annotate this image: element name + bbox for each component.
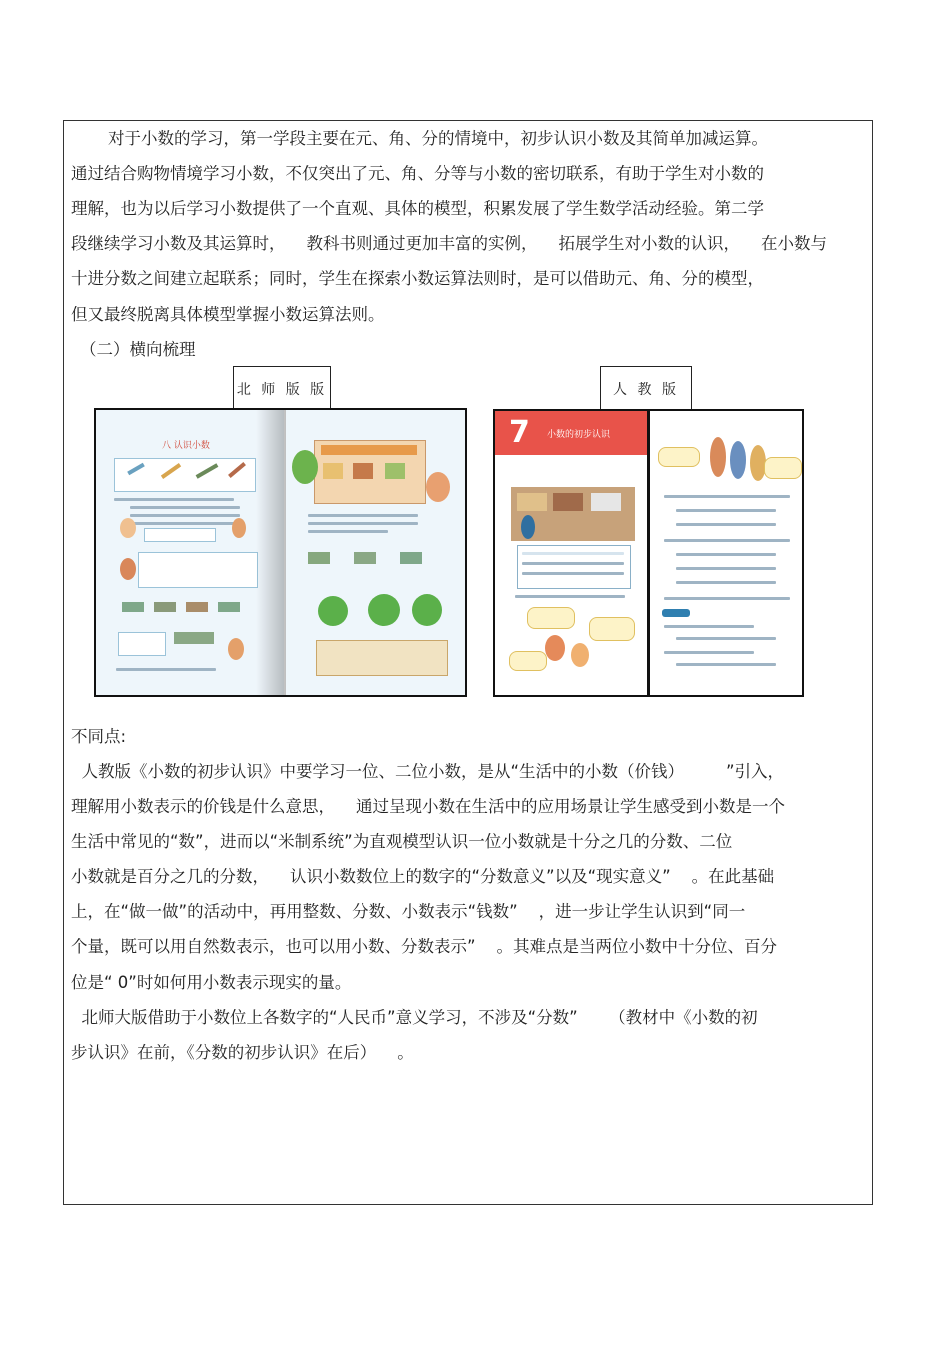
differences-line-3: 生活中常见的“数”，进而以“米制系统”为直观模型认识一位小数就是十分之几的分数、二位 bbox=[71, 832, 733, 851]
rj-price-table bbox=[517, 545, 631, 589]
differences-line-4: 小数就是百分之几的分数， 认识小数数位上的数字的“分数意义”以及“现实意义” 。在此基础 bbox=[71, 867, 775, 886]
differences-line-7: 位是“ 0”时如何用小数表示现实的量。 bbox=[71, 973, 352, 992]
intro-line-3: 理解，也为以后学习小数提供了一个直观、具体的模型，积累发展了学生数学活动经验。第二学 bbox=[71, 199, 764, 218]
rj-chapter-title: 小数的初步认识 bbox=[547, 430, 611, 440]
rj-left-page bbox=[495, 411, 647, 695]
rj-children-illustration bbox=[710, 437, 726, 477]
intro-line-2: 通过结合购物情境学习小数，不仅突出了元、角、分等与小数的密切联系，有助于学生对小数的 bbox=[71, 164, 764, 183]
bsd-pencils-illustration bbox=[114, 458, 256, 492]
rj-shop-illustration bbox=[511, 487, 635, 541]
rj-textbook-spread bbox=[493, 409, 804, 697]
differences-line-2: 理解用小数表示的价钱是什么意思， 通过呈现小数在生活中的应用场景让学生感受到小数是一个 bbox=[71, 797, 785, 816]
differences-line-9: 步认识》在前，《分数的初步认识》在后） 。 bbox=[71, 1043, 414, 1062]
rj-right-page bbox=[650, 411, 804, 695]
bsd-page-title: 八 认识小数 bbox=[162, 441, 210, 451]
section-heading: （二）横向梳理 bbox=[80, 340, 196, 359]
differences-line-8: 北师大版借助于小数位上各数字的“人民币”意义学习，不涉及“分数” （教材中《小数的初 bbox=[71, 1008, 758, 1027]
intro-line-6: 但又最终脱离具体模型掌握小数运算法则。 bbox=[71, 305, 385, 324]
intro-line-5: 十进分数之间建立起联系；同时，学生在探索小数运算法则时，是可以借助元、角、分的模型， bbox=[71, 269, 764, 288]
bsd-spine bbox=[256, 410, 286, 697]
bsd-textbook-spread bbox=[94, 408, 467, 697]
differences-line-5: 上，在“做一做”的活动中，再用整数、分数、小数表示“钱数” ，进一步让学生认识到“同一 bbox=[71, 902, 746, 921]
rj-version-label: 人 教 版 bbox=[600, 366, 692, 410]
differences-line-1: 人教版《小数的初步认识》中要学习一位、二位小数，是从“生活中的小数（价钱） ”引入， bbox=[71, 762, 785, 781]
bsd-child-illustration bbox=[120, 518, 136, 538]
bsd-shop-illustration bbox=[314, 440, 426, 504]
rj-chapter-banner bbox=[495, 411, 647, 455]
bsd-money-row bbox=[122, 602, 252, 614]
bsd-version-label: 北 师 版 版 bbox=[233, 366, 331, 410]
bsd-right-page bbox=[286, 410, 467, 695]
bsd-price-box bbox=[138, 552, 258, 588]
bsd-tree-2 bbox=[368, 594, 400, 626]
bsd-tree-3 bbox=[412, 594, 442, 626]
rj-chapter-number: 7 bbox=[509, 415, 530, 450]
differences-heading: 不同点: bbox=[71, 727, 127, 746]
differences-line-6: 个量，既可以用自然数表示，也可以用小数、分数表示” 。其难点是当两位小数中十分位、百分 bbox=[71, 937, 778, 956]
bsd-scroll-note bbox=[316, 640, 448, 676]
intro-line-1: 对于小数的学习，第一学段主要在元、角、分的情境中，初步认识小数及其简单加减运算。 bbox=[108, 129, 768, 148]
bsd-tree-1 bbox=[318, 596, 348, 626]
intro-line-4: 段继续学习小数及其运算时， 教科书则通过更加丰富的实例， 拓展学生对小数的认识， 在小数与 bbox=[71, 234, 827, 253]
